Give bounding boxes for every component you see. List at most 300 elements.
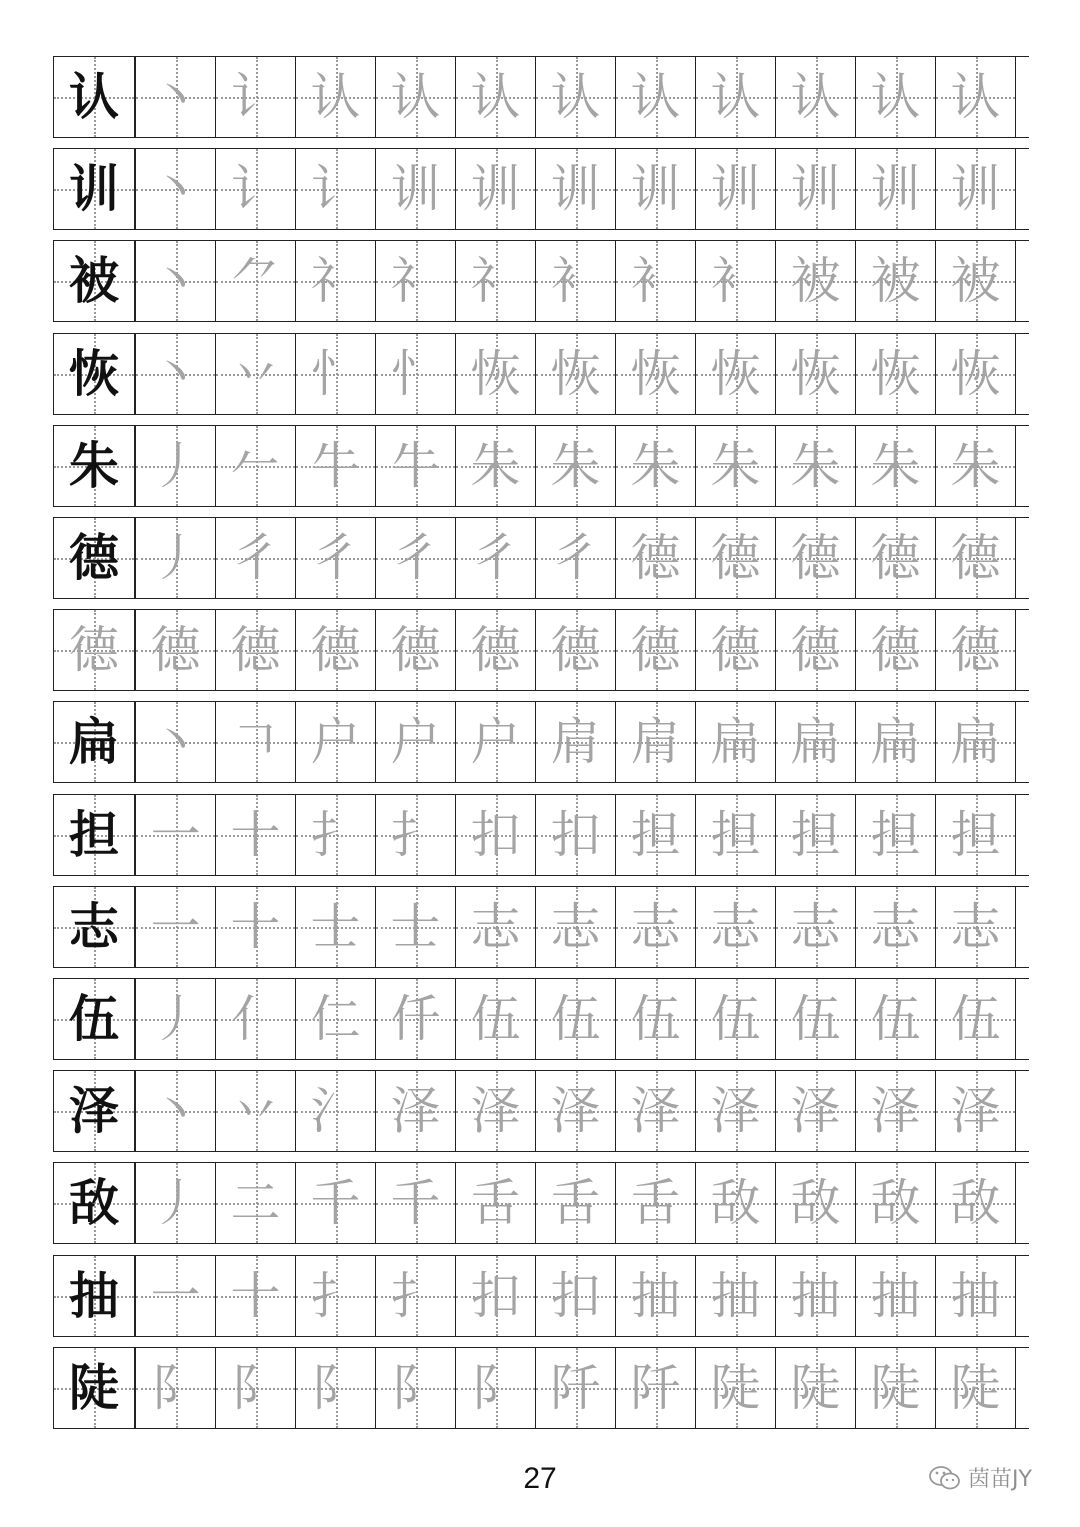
character: 扣 (550, 806, 601, 864)
character: 丶 (150, 252, 201, 310)
trace-character-cell (536, 887, 616, 967)
character: 士 (390, 898, 441, 956)
trace-character-cell (296, 610, 376, 690)
character: 丶 (150, 713, 201, 771)
character: 陡 (710, 1359, 761, 1417)
character: 认 (630, 68, 681, 126)
trace-character-cell (776, 241, 856, 321)
trace-character-cell (696, 149, 776, 229)
trace-character-cell (936, 1256, 1016, 1336)
trace-character-cell (776, 887, 856, 967)
character: 彳 (550, 529, 601, 587)
trace-character-cell (616, 334, 696, 414)
trace-character-cell (776, 149, 856, 229)
character: 训 (950, 160, 1001, 218)
character: 恢 (790, 345, 841, 403)
character: 朱 (470, 437, 521, 495)
trace-character-cell (296, 1348, 376, 1428)
grid-row (53, 56, 1029, 138)
character: 礻 (310, 252, 361, 310)
character: 亻 (230, 990, 281, 1048)
trace-character-cell (136, 887, 216, 967)
character: 被 (950, 252, 1001, 310)
character: 肩 (630, 713, 681, 771)
trace-character-cell (376, 426, 456, 506)
trace-character-cell (456, 702, 536, 782)
character: 志 (69, 898, 119, 956)
character: 训 (630, 160, 681, 218)
character: 丶 (150, 345, 201, 403)
trace-character-cell (696, 1163, 776, 1243)
trace-character-cell (296, 518, 376, 598)
trace-character-cell (696, 610, 776, 690)
character: 阝 (310, 1359, 361, 1417)
trace-character-cell (776, 610, 856, 690)
character: 彳 (310, 529, 361, 587)
trace-character-cell (456, 1163, 536, 1243)
trace-character-cell (856, 149, 936, 229)
character: 仁 (310, 990, 361, 1048)
character: 扌 (310, 1267, 361, 1325)
character: 扁 (69, 713, 119, 771)
character: 朱 (870, 437, 921, 495)
character: 泽 (630, 1082, 681, 1140)
character: 彳 (390, 529, 441, 587)
grid-row (53, 1070, 1029, 1152)
character: 恢 (470, 345, 521, 403)
trace-character-cell (536, 57, 616, 137)
trace-character-cell (376, 795, 456, 875)
character: 丿 (150, 437, 201, 495)
character: 户 (310, 713, 361, 771)
character: 讠 (310, 160, 361, 218)
character: 千 (310, 1174, 361, 1232)
model-character-cell (54, 887, 136, 967)
trace-character-cell (456, 241, 536, 321)
model-character-cell (54, 57, 136, 137)
grid-row (53, 609, 1029, 691)
character: 彳 (470, 529, 521, 587)
grid-row (53, 333, 1029, 415)
character: 认 (710, 68, 761, 126)
trace-character-cell (696, 795, 776, 875)
character: 志 (550, 898, 601, 956)
character: 德 (630, 529, 681, 587)
character: 讠 (230, 68, 281, 126)
character: 敌 (69, 1174, 119, 1232)
trace-character-cell (136, 57, 216, 137)
character: 彳 (230, 529, 281, 587)
watermark (928, 1462, 1032, 1493)
trace-character-cell (536, 426, 616, 506)
character: 陡 (69, 1359, 119, 1417)
trace-character-cell (856, 979, 936, 1059)
trace-character-cell (216, 979, 296, 1059)
trace-character-cell (376, 334, 456, 414)
character: 被 (69, 252, 119, 310)
character: 志 (950, 898, 1001, 956)
trace-character-cell (856, 518, 936, 598)
model-character-cell (54, 149, 136, 229)
character: 阝 (470, 1359, 521, 1417)
character: 德 (710, 621, 761, 679)
character: 丿 (150, 529, 201, 587)
trace-character-cell (936, 149, 1016, 229)
trace-character-cell (216, 57, 296, 137)
character: 朱 (630, 437, 681, 495)
character: 泽 (790, 1082, 841, 1140)
character: 德 (790, 621, 841, 679)
character: 阡 (550, 1359, 601, 1417)
watermark-text: 茵苗JY (968, 1467, 1032, 1492)
model-character-cell (54, 241, 136, 321)
character: 德 (630, 621, 681, 679)
trace-character-cell (536, 1348, 616, 1428)
trace-character-cell (616, 518, 696, 598)
model-character-cell (54, 1163, 136, 1243)
trace-character-cell (616, 610, 696, 690)
trace-character-cell (776, 1256, 856, 1336)
character: 志 (630, 898, 681, 956)
grid-row (53, 1347, 1029, 1429)
character: 抽 (710, 1267, 761, 1325)
character: 抽 (630, 1267, 681, 1325)
character: 担 (790, 806, 841, 864)
character: 丿 (150, 990, 201, 1048)
trace-character-cell (296, 57, 376, 137)
character: 德 (150, 621, 201, 679)
character: 朱 (790, 437, 841, 495)
character: 朱 (950, 437, 1001, 495)
trace-character-cell (296, 149, 376, 229)
character: 德 (390, 621, 441, 679)
character: 德 (470, 621, 521, 679)
character: 训 (710, 160, 761, 218)
character: 训 (470, 160, 521, 218)
trace-character-cell (616, 1071, 696, 1151)
trace-character-cell (536, 1163, 616, 1243)
trace-character-cell (376, 57, 456, 137)
trace-character-cell (696, 334, 776, 414)
trace-character-cell (456, 1256, 536, 1336)
trace-character-cell (936, 1163, 1016, 1243)
trace-character-cell (856, 702, 936, 782)
trace-character-cell (136, 610, 216, 690)
trace-character-cell (136, 795, 216, 875)
trace-character-cell (776, 426, 856, 506)
trace-character-cell (136, 1348, 216, 1428)
trace-character-cell (536, 149, 616, 229)
trace-character-cell (856, 334, 936, 414)
character: 牛 (310, 437, 361, 495)
trace-character-cell (216, 702, 296, 782)
character: 讠 (230, 160, 281, 218)
trace-character-cell (216, 610, 296, 690)
character: 仟 (390, 990, 441, 1048)
trace-character-cell (136, 426, 216, 506)
character: 丿 (150, 1174, 201, 1232)
character: 阝 (150, 1359, 201, 1417)
character: 陡 (870, 1359, 921, 1417)
trace-character-cell (376, 1163, 456, 1243)
trace-character-cell (696, 1348, 776, 1428)
character: 泽 (710, 1082, 761, 1140)
trace-character-cell (776, 1348, 856, 1428)
character: 德 (69, 529, 119, 587)
character: 恢 (950, 345, 1001, 403)
character: 礻 (470, 252, 521, 310)
character: 认 (310, 68, 361, 126)
trace-character-cell (696, 1256, 776, 1336)
character: 德 (710, 529, 761, 587)
trace-character-cell (856, 1256, 936, 1336)
trace-character-cell (216, 1163, 296, 1243)
character: 泽 (470, 1082, 521, 1140)
trace-character-cell (296, 1163, 376, 1243)
trace-character-cell (856, 426, 936, 506)
trace-character-cell (456, 57, 536, 137)
trace-character-cell (696, 241, 776, 321)
trace-character-cell (376, 1071, 456, 1151)
character: 担 (710, 806, 761, 864)
character: 抽 (790, 1267, 841, 1325)
model-character-cell (54, 1256, 136, 1336)
trace-character-cell (296, 1256, 376, 1336)
trace-character-cell (776, 334, 856, 414)
model-character-cell (54, 1071, 136, 1151)
character: 敌 (710, 1174, 761, 1232)
character: 扌 (390, 806, 441, 864)
character: 衤 (630, 252, 681, 310)
character: 阡 (630, 1359, 681, 1417)
grid-row (53, 240, 1029, 322)
trace-character-cell (54, 610, 136, 690)
character: 恢 (870, 345, 921, 403)
trace-character-cell (616, 702, 696, 782)
trace-character-cell (536, 1071, 616, 1151)
trace-character-cell (456, 1071, 536, 1151)
trace-character-cell (936, 610, 1016, 690)
trace-character-cell (216, 1256, 296, 1336)
character: 扁 (710, 713, 761, 771)
character: 认 (550, 68, 601, 126)
trace-character-cell (936, 241, 1016, 321)
trace-character-cell (536, 518, 616, 598)
trace-character-cell (936, 518, 1016, 598)
character: 认 (390, 68, 441, 126)
character: 认 (69, 68, 119, 126)
trace-character-cell (616, 241, 696, 321)
character: 一 (150, 1267, 201, 1325)
character: 扌 (310, 806, 361, 864)
character: 一 (150, 806, 201, 864)
model-character-cell (54, 702, 136, 782)
character: 十 (230, 898, 281, 956)
trace-character-cell (456, 149, 536, 229)
character: 担 (630, 806, 681, 864)
trace-character-cell (216, 1348, 296, 1428)
character: 扌 (390, 1267, 441, 1325)
character: 牛 (390, 437, 441, 495)
trace-character-cell (936, 334, 1016, 414)
character: 泽 (550, 1082, 601, 1140)
character: 抽 (69, 1267, 119, 1325)
trace-character-cell (616, 979, 696, 1059)
character: 伍 (630, 990, 681, 1048)
model-character-cell (54, 795, 136, 875)
character: 被 (790, 252, 841, 310)
character: 扁 (870, 713, 921, 771)
character: ⺈ (230, 252, 281, 310)
character: 认 (950, 68, 1001, 126)
trace-character-cell (216, 334, 296, 414)
grid-row (53, 886, 1029, 968)
trace-character-cell (136, 702, 216, 782)
trace-character-cell (456, 887, 536, 967)
character: 十 (230, 806, 281, 864)
character: 敌 (870, 1174, 921, 1232)
trace-character-cell (136, 149, 216, 229)
trace-character-cell (536, 979, 616, 1059)
trace-character-cell (616, 1256, 696, 1336)
character: 舌 (550, 1174, 601, 1232)
character: 德 (790, 529, 841, 587)
wechat-icon (928, 1465, 962, 1491)
trace-character-cell (776, 702, 856, 782)
trace-character-cell (296, 887, 376, 967)
trace-character-cell (696, 702, 776, 782)
trace-character-cell (856, 241, 936, 321)
trace-character-cell (616, 1163, 696, 1243)
trace-character-cell (296, 979, 376, 1059)
trace-character-cell (696, 887, 776, 967)
character: 丷 (230, 1082, 281, 1140)
character: 阝 (230, 1359, 281, 1417)
trace-character-cell (536, 702, 616, 782)
character: 认 (790, 68, 841, 126)
character: 扁 (790, 713, 841, 771)
character: 氵 (310, 1082, 361, 1140)
trace-character-cell (216, 426, 296, 506)
model-character-cell (54, 426, 136, 506)
character: 志 (470, 898, 521, 956)
character: 训 (870, 160, 921, 218)
trace-character-cell (536, 610, 616, 690)
character: 伍 (550, 990, 601, 1048)
character: 伍 (790, 990, 841, 1048)
character: 训 (790, 160, 841, 218)
trace-character-cell (296, 1071, 376, 1151)
character: 舌 (630, 1174, 681, 1232)
character: 认 (470, 68, 521, 126)
character: 被 (870, 252, 921, 310)
character: 德 (950, 529, 1001, 587)
character: 担 (69, 806, 119, 864)
character: 志 (870, 898, 921, 956)
character: 泽 (390, 1082, 441, 1140)
trace-character-cell (936, 57, 1016, 137)
trace-character-cell (376, 610, 456, 690)
trace-character-cell (296, 426, 376, 506)
trace-character-cell (136, 241, 216, 321)
trace-character-cell (776, 57, 856, 137)
character: 千 (390, 1174, 441, 1232)
grid-row (53, 978, 1029, 1060)
trace-character-cell (696, 1071, 776, 1151)
character: 扣 (470, 1267, 521, 1325)
grid-row (53, 1162, 1029, 1244)
trace-character-cell (536, 241, 616, 321)
character: 德 (550, 621, 601, 679)
character: 户 (390, 713, 441, 771)
trace-character-cell (456, 1348, 536, 1428)
character: 伍 (470, 990, 521, 1048)
character: 伍 (870, 990, 921, 1048)
model-character-cell (54, 979, 136, 1059)
character: 伍 (710, 990, 761, 1048)
character: 德 (310, 621, 361, 679)
character: 担 (950, 806, 1001, 864)
character: 训 (69, 160, 119, 218)
character: 士 (310, 898, 361, 956)
trace-character-cell (696, 57, 776, 137)
character: 德 (230, 621, 281, 679)
character: 德 (870, 529, 921, 587)
character: 伍 (69, 990, 119, 1048)
character: 衤 (550, 252, 601, 310)
character: 志 (790, 898, 841, 956)
trace-character-cell (456, 518, 536, 598)
grid-row (53, 1255, 1029, 1337)
character: 扣 (470, 806, 521, 864)
trace-character-cell (936, 979, 1016, 1059)
character: 恢 (710, 345, 761, 403)
character: 一 (150, 898, 201, 956)
trace-character-cell (216, 241, 296, 321)
character: 泽 (870, 1082, 921, 1140)
trace-character-cell (776, 795, 856, 875)
model-character-cell (54, 518, 136, 598)
trace-character-cell (216, 887, 296, 967)
trace-character-cell (616, 887, 696, 967)
character: 阝 (390, 1359, 441, 1417)
character: 陡 (790, 1359, 841, 1417)
character: 伍 (950, 990, 1001, 1048)
trace-character-cell (136, 1256, 216, 1336)
trace-character-cell (376, 149, 456, 229)
trace-character-cell (936, 1348, 1016, 1428)
trace-character-cell (696, 979, 776, 1059)
trace-character-cell (616, 57, 696, 137)
trace-character-cell (296, 241, 376, 321)
trace-character-cell (856, 887, 936, 967)
trace-character-cell (456, 795, 536, 875)
page-number: 27 (523, 1462, 557, 1495)
trace-character-cell (376, 887, 456, 967)
character: 抽 (950, 1267, 1001, 1325)
character: 恢 (69, 345, 119, 403)
trace-character-cell (536, 1256, 616, 1336)
character: 忄 (390, 345, 441, 403)
trace-character-cell (456, 610, 536, 690)
trace-character-cell (856, 1348, 936, 1428)
grid-row (53, 794, 1029, 876)
trace-character-cell (936, 887, 1016, 967)
trace-character-cell (376, 518, 456, 598)
trace-character-cell (776, 1163, 856, 1243)
trace-character-cell (936, 426, 1016, 506)
trace-character-cell (936, 702, 1016, 782)
